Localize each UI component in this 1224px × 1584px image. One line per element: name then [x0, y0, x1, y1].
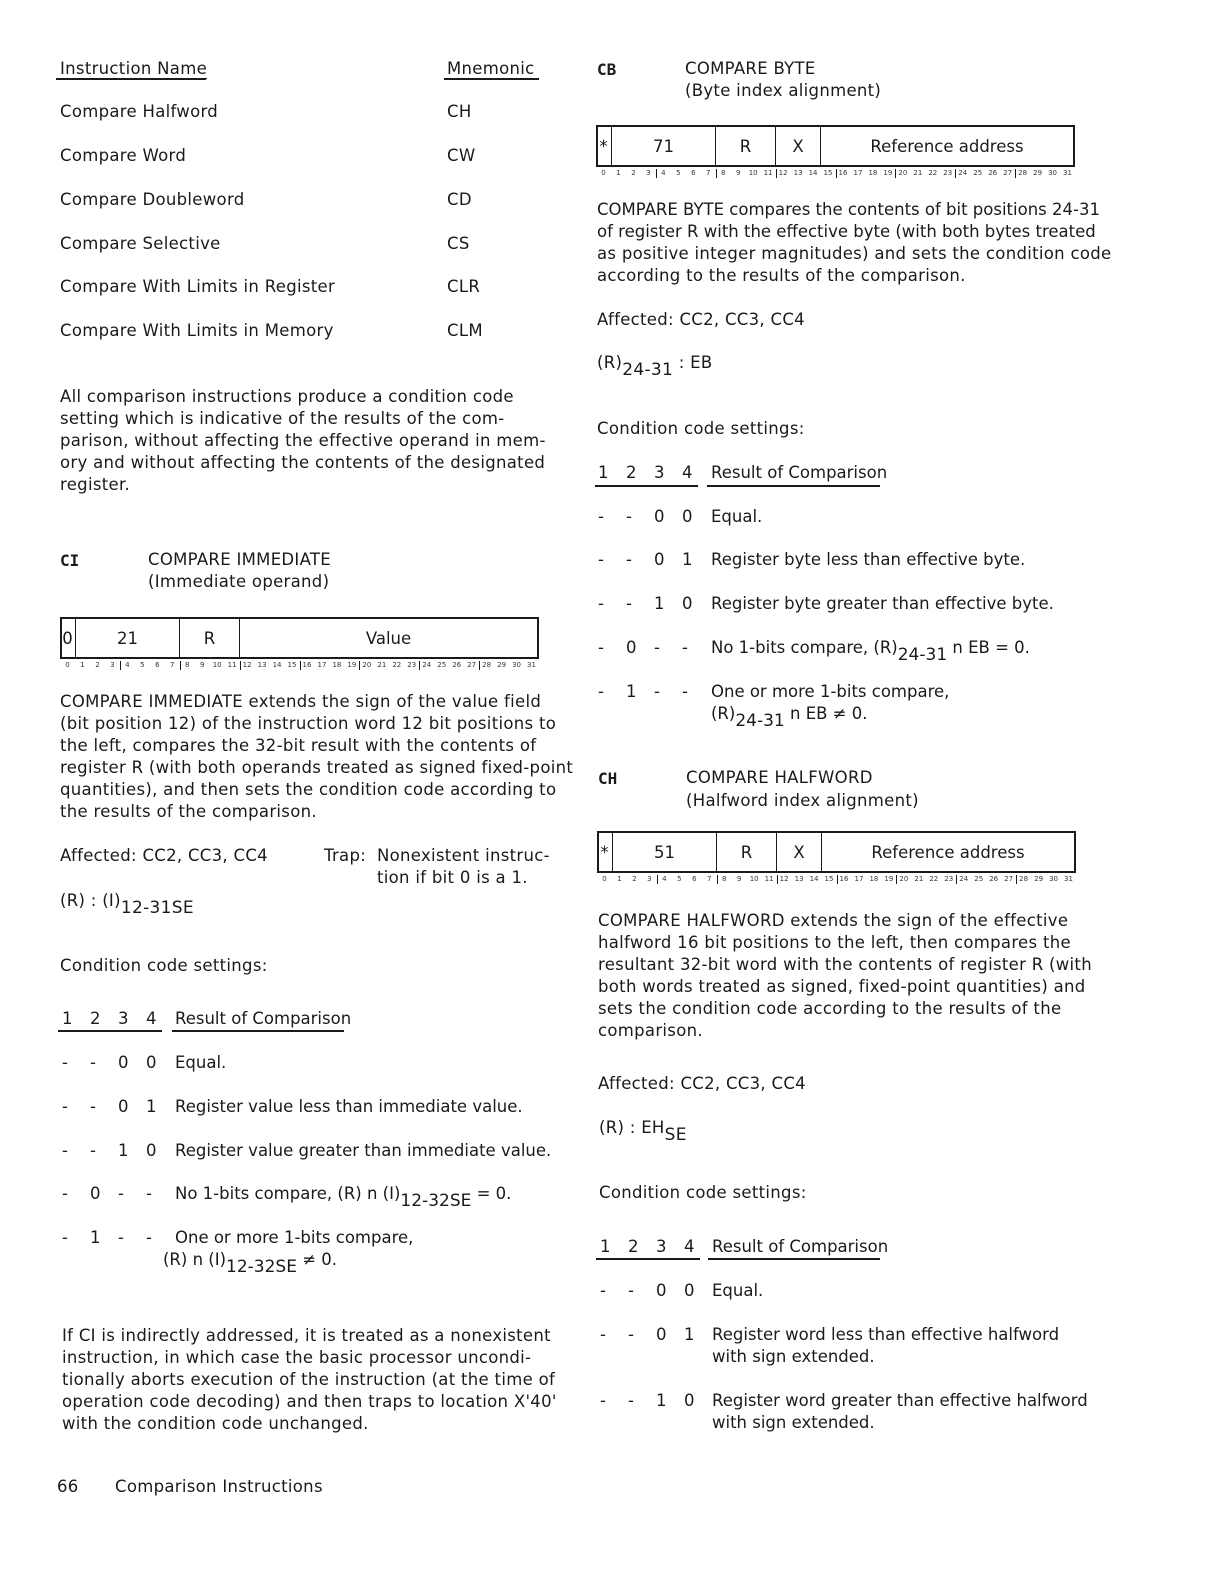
table-row-name: Compare Doubleword [60, 190, 245, 209]
table-row-mnemonic: CD [447, 190, 472, 209]
bit-number: 15 [287, 661, 297, 669]
bit-number: 18 [868, 169, 878, 177]
bit-scale [60, 661, 539, 671]
cc-label: Condition code settings: [599, 1183, 807, 1202]
bit-number: 6 [691, 169, 696, 177]
instruction-title: COMPARE BYTE [685, 59, 816, 78]
bit-number: 26 [989, 875, 999, 883]
operation-formula: (R) : EHSE [599, 1118, 687, 1145]
bit-number: 6 [155, 661, 160, 669]
bit-number: 4 [661, 169, 666, 177]
table-row-name: Compare With Limits in Register [60, 277, 336, 296]
bit-number: 19 [883, 169, 893, 177]
bit-number: 23 [943, 169, 953, 177]
bit-number: 0 [65, 661, 70, 669]
table-row-mnemonic: CLR [447, 277, 481, 296]
format-field-value: Value [239, 617, 537, 659]
bit-number: 9 [735, 169, 741, 177]
bit-number: 2 [632, 875, 637, 883]
bit-number: 25 [974, 875, 984, 883]
bit-number: 24 [959, 875, 969, 883]
bit-number: 8 [721, 169, 726, 177]
format-field-indirect: 0 [62, 628, 73, 648]
bit-number: 31 [1064, 875, 1073, 883]
bit-number: 8 [185, 661, 190, 669]
bit-scale [597, 875, 1076, 885]
format-field-reference-address: Reference address [820, 125, 1073, 167]
affected-flags: Affected: CC2, CC3, CC4 [597, 310, 805, 329]
bit-number: 13 [793, 169, 803, 177]
bit-number: 23 [407, 661, 417, 669]
trap-text: tion if bit 0 is a 1. [377, 868, 528, 887]
instruction-mnemonic: CH [598, 769, 618, 788]
table-row-mnemonic: CS [447, 234, 470, 253]
bit-number: 16 [838, 169, 848, 177]
table-row-mnemonic: CW [447, 146, 476, 165]
bit-number: 23 [944, 875, 954, 883]
bit-number: 8 [722, 875, 727, 883]
bit-number: 15 [823, 169, 833, 177]
bit-number: 29 [1034, 875, 1044, 883]
bit-number: 27 [1004, 875, 1014, 883]
bit-number: 17 [854, 875, 864, 883]
bit-number: 22 [929, 875, 939, 883]
bit-number: 4 [125, 661, 130, 669]
bit-number: 24 [422, 661, 432, 669]
format-field-x: X [776, 831, 821, 873]
bit-number: 7 [707, 875, 712, 883]
bit-number: 5 [677, 875, 682, 883]
operation-formula: (R) : (I)12-31SE [60, 891, 194, 918]
instruction-title: COMPARE HALFWORD [686, 768, 873, 787]
table-row-name: Compare Selective [60, 234, 221, 253]
bit-number: 1 [80, 661, 85, 669]
bit-number: 9 [199, 661, 205, 669]
bit-number: 30 [512, 661, 521, 669]
table-header-mnemonic: Mnemonic [447, 59, 535, 78]
bit-number: 10 [749, 875, 759, 883]
bit-number: 19 [884, 875, 894, 883]
format-field-r: R [716, 831, 776, 873]
bit-number: 18 [332, 661, 342, 669]
bit-number: 26 [988, 169, 998, 177]
bit-number: 22 [392, 661, 402, 669]
bit-number: 19 [347, 661, 357, 669]
bit-number: 25 [973, 169, 983, 177]
table-row-name: Compare With Limits in Memory [60, 321, 334, 340]
affected-flags: Affected: CC2, CC3, CC4 [60, 846, 268, 865]
bit-number: 20 [898, 169, 908, 177]
bit-number: 21 [914, 875, 924, 883]
format-field-r: R [179, 617, 239, 659]
bit-number: 3 [110, 661, 115, 669]
table-row-name: Compare Halfword [60, 102, 219, 121]
bit-number: 27 [1003, 169, 1013, 177]
instruction-mnemonic: CB [597, 60, 617, 79]
bit-number: 29 [497, 661, 507, 669]
format-field-r: R [715, 125, 775, 167]
bit-number: 3 [647, 875, 652, 883]
bit-number: 28 [482, 661, 492, 669]
operation-formula: (R)24-31 : EB [597, 353, 713, 380]
bit-number: 9 [736, 875, 742, 883]
instruction-format-diagram [596, 125, 1075, 177]
bit-number: 10 [212, 661, 222, 669]
bit-number: 1 [617, 875, 622, 883]
bit-scale [596, 169, 1075, 179]
bit-number: 12 [242, 661, 252, 669]
bit-number: 6 [692, 875, 697, 883]
bit-number: 2 [631, 169, 636, 177]
bit-number: 16 [302, 661, 312, 669]
bit-number: 26 [452, 661, 462, 669]
table-row-mnemonic: CH [447, 102, 472, 121]
bit-number: 10 [748, 169, 758, 177]
table-row-mnemonic: CLM [447, 321, 483, 340]
bit-number: 12 [778, 169, 788, 177]
bit-number: 29 [1033, 169, 1043, 177]
bit-number: 14 [272, 661, 282, 669]
bit-number: 11 [764, 875, 774, 883]
bit-number: 15 [824, 875, 834, 883]
bit-number: 21 [377, 661, 387, 669]
instruction-subtitle: (Immediate operand) [148, 572, 330, 591]
bit-number: 20 [899, 875, 909, 883]
bit-number: 12 [779, 875, 789, 883]
bit-number: 24 [958, 169, 968, 177]
bit-number: 4 [662, 875, 667, 883]
bit-number: 1 [616, 169, 621, 177]
format-field-indirect: * [599, 136, 608, 156]
bit-number: 30 [1048, 169, 1057, 177]
format-field-opcode: 71 [611, 125, 715, 167]
bit-number: 16 [839, 875, 849, 883]
table-row-name: Compare Word [60, 146, 187, 165]
bit-number: 25 [437, 661, 447, 669]
bit-number: 13 [257, 661, 267, 669]
bit-number: 3 [646, 169, 651, 177]
bit-number: 14 [809, 875, 819, 883]
bit-number: 31 [527, 661, 536, 669]
instruction-subtitle: (Byte index alignment) [685, 81, 882, 100]
instruction-format-diagram [60, 617, 539, 669]
bit-number: 31 [1063, 169, 1072, 177]
table-header-name: Instruction Name [60, 59, 208, 78]
page-number: 66 [57, 1477, 79, 1496]
format-field-opcode: 51 [612, 831, 716, 873]
format-field-x: X [775, 125, 820, 167]
format-field-opcode: 21 [75, 617, 179, 659]
bit-number: 11 [763, 169, 773, 177]
bit-number: 2 [95, 661, 100, 669]
bit-number: 5 [676, 169, 681, 177]
format-field-indirect: * [600, 842, 609, 862]
cc-label: Condition code settings: [597, 419, 805, 438]
bit-number: 7 [170, 661, 175, 669]
bit-number: 22 [928, 169, 938, 177]
affected-flags: Affected: CC2, CC3, CC4 [598, 1074, 806, 1093]
instruction-mnemonic: CI [60, 551, 80, 570]
bit-number: 28 [1018, 169, 1028, 177]
bit-number: 20 [362, 661, 372, 669]
bit-number: 14 [808, 169, 818, 177]
bit-number: 0 [601, 169, 606, 177]
bit-number: 13 [794, 875, 804, 883]
bit-number: 0 [602, 875, 607, 883]
bit-number: 30 [1049, 875, 1058, 883]
format-field-reference-address: Reference address [821, 831, 1074, 873]
instruction-format-diagram [597, 831, 1076, 883]
instruction-title: COMPARE IMMEDIATE [148, 550, 332, 569]
instruction-subtitle: (Halfword index alignment) [686, 791, 919, 810]
cc-label: Condition code settings: [60, 956, 268, 975]
bit-number: 17 [853, 169, 863, 177]
trap-text: Nonexistent instruc- [377, 846, 550, 865]
trap-label: Trap: [324, 846, 367, 865]
bit-number: 11 [227, 661, 237, 669]
bit-number: 7 [706, 169, 711, 177]
bit-number: 28 [1019, 875, 1029, 883]
footer-title: Comparison Instructions [115, 1477, 323, 1496]
bit-number: 5 [140, 661, 145, 669]
bit-number: 18 [869, 875, 879, 883]
bit-number: 17 [317, 661, 327, 669]
bit-number: 21 [913, 169, 923, 177]
bit-number: 27 [467, 661, 477, 669]
